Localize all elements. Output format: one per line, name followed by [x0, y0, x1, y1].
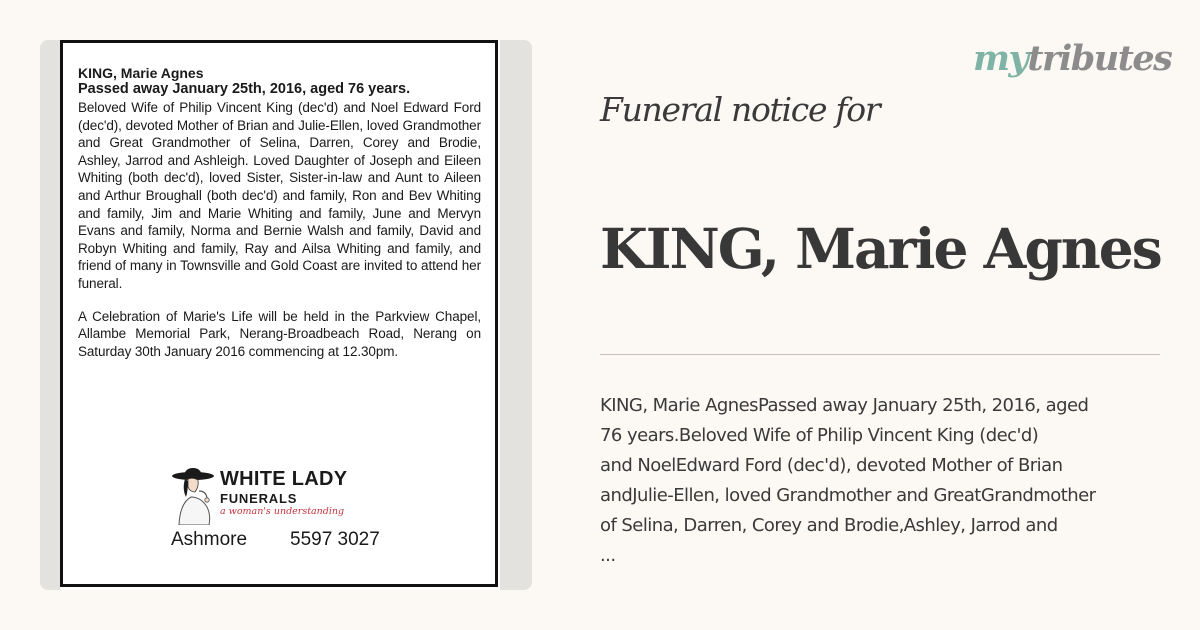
- notice-paragraph-family: Beloved Wife of Philip Vincent King (dec'd) and Noel Edward Ford (dec'd), devoted Mother of Brian and Julie-Ellen, loved Grandmother and Great Grandmother of Selina, Darren, Corey and Brodie, Ashley, Jarrod and Ashleigh. Loved Daughter of Joseph and Eileen Whiting (both dec'd), loved Sister, Sister-in-law and Aunt to Aileen and Arthur Broughall (both dec'd) and family, Ron and Bev Whiting and family, Jim and Marie Whiting and family, June and Mervyn Evans and family, Norma and Bernie Walsh and family, David and Robyn Whiting and family, Ray and Ailsa Whiting and family, and friend of many in Townsville and Gold Coast are invited to attend her funeral.: [78, 100, 481, 291]
- lady-in-hat-icon: [171, 467, 217, 525]
- funeral-director-tagline: a woman's understanding: [220, 506, 345, 517]
- brand-tributes: tributes: [1027, 38, 1172, 79]
- heading-divider: [600, 354, 1160, 355]
- funeral-director-logo: [171, 467, 401, 527]
- brand-my: my: [973, 38, 1028, 79]
- notice-paragraph-service: A Celebration of Marie's Life will be held in the Parkview Chapel, Allambe Memorial Park, Nerang-Broadbeach Road, Nerang on Saturday 30th January 2016 commencing at 12.30pm.: [78, 308, 481, 359]
- mytributes-logo[interactable]: [973, 38, 1171, 79]
- funeral-director-phone: 5597 3027: [290, 529, 380, 550]
- notice-excerpt: KING, Marie AgnesPassed away January 25th, 2016, aged 76 years.Beloved Wife of Philip Vincent King (dec'd) and NoelEdward Ford (dec'd), devoted Mother of Brian andJulie-Ellen, loved Grandmother and GreatGrandmother of Selina, Darren, Corey and Brodie,Ashley, Jarrod and ...: [600, 395, 1096, 566]
- funeral-director-subtitle: FUNERALS: [220, 491, 298, 506]
- notice-paper: [60, 40, 500, 590]
- notice-deceased-name: KING, Marie Agnes: [78, 65, 204, 81]
- notice-box: [60, 40, 498, 587]
- funeral-director-name: WHITE LADY: [220, 468, 348, 490]
- funeral-director-suburb: Ashmore: [171, 529, 248, 550]
- notice-image-panel: [40, 40, 532, 590]
- deceased-name-heading: KING, Marie Agnes: [600, 216, 1161, 281]
- notice-passed-line: Passed away January 25th, 2016, aged 76 years.: [78, 81, 411, 97]
- notice-lead-text: Funeral notice for: [600, 90, 880, 129]
